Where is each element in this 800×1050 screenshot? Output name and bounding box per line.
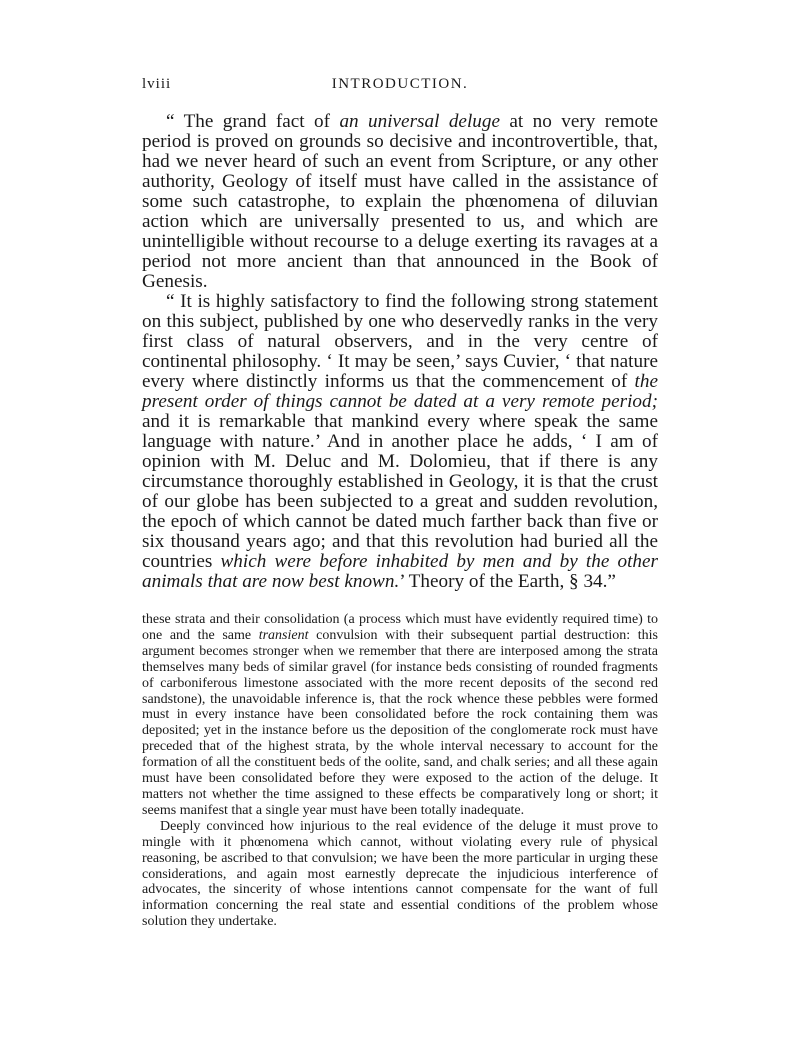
- footnote: [142, 612, 658, 930]
- text-run: “ The grand fact of: [166, 111, 340, 132]
- text-run: these strata and their consolidation (a process which must have evidently required time) to one and the same: [142, 612, 658, 643]
- text-run: Deeply convinced how injurious to the real evidence of the deluge it must prove to mingle with it phœnomena which cannot, without violating every rule of physical reasoning, be ascribed to that convulsion; we have been the more particular in urging these considerations, and again most earnestly deprecate the injudicious interference of advocates, the sincerity of whose intentions cannot compensate for the want of full information concerning the real state and essential conditions of the problem whose solution they undertake.: [142, 818, 658, 930]
- italic-run: transient: [258, 627, 309, 643]
- page-number: lviii: [142, 76, 172, 92]
- italic-run: an universal deluge: [339, 111, 500, 132]
- text-run: “ It is highly satisfactory to find the following strong statement on this subject, published by one who deservedly ranks in the very first class of natural observers, and in the very centre of continental philosophy. ‘ It may be seen,’ says Cuvier, ‘ that nature every where distinctly informs us that the commencement of: [142, 291, 658, 392]
- running-head: [142, 76, 658, 98]
- italic-run: the present order of things cannot be dated at a very remote period;: [142, 371, 658, 412]
- footnote-paragraph-2: [142, 819, 658, 930]
- text-run: at no very remote period is proved on grounds so decisive and incontrovertible, that, had we never heard of such an event from Scripture, or any other authority, Geology of itself must have called in the assistance of some such catastrophe, to explain the phœnomena of diluvian action which are universally presented to us, and which are unintelligible without recourse to a deluge exerting its ravages at a period not more ancient than that announced in the Book of Genesis.: [142, 111, 658, 292]
- italic-run: which were before inhabited by men and by the other animals that are now best known.: [142, 551, 658, 592]
- text-run: and it is remarkable that mankind every where speak the same language with nature.’ And in another place he adds, ‘ I am of opinion with M. Deluc and M. Dolomieu, that if there is any circumstance thoroughly established in Geology, it is that the crust of our globe has been subjected to a great and sudden revolution, the epoch of which cannot be dated much farther back than five or six thousand years ago; and that this revolution had buried all the countries: [142, 411, 658, 572]
- quote-paragraph-1: [142, 112, 658, 292]
- main-text: [142, 112, 658, 592]
- text-run: convulsion with their subsequent partial destruction: this argument becomes stronger when we remember that there are interposed among the strata themselves many beds of similar gravel (for instance beds consisting of rounded fragments of carboniferous limestone associated with the more recent deposits of the second red sandstone), the unavoidable inference is, that the rock whence these pebbles were formed must in every instance have been consolidated before the rock containing them was deposited; yet in the instance before us the deposition of the conglomerate rock must have preceded that of the highest strata, by the whole interval necessary to account for the formation of all the constituent beds of the oolite, sand, and chalk series; and all these again must have been consolidated before they were exposed to the action of the deluge. It matters not whether the time assigned to these effects be comparatively long or short; it seems manifest that a single year must have been totally inadequate.: [142, 627, 658, 818]
- footnote-paragraph-1: [142, 612, 658, 819]
- quote-paragraph-2: [142, 292, 658, 592]
- book-page: [142, 76, 658, 930]
- text-run: ’ Theory of the Earth, § 34.”: [399, 571, 616, 592]
- running-title: INTRODUCTION.: [331, 76, 469, 92]
